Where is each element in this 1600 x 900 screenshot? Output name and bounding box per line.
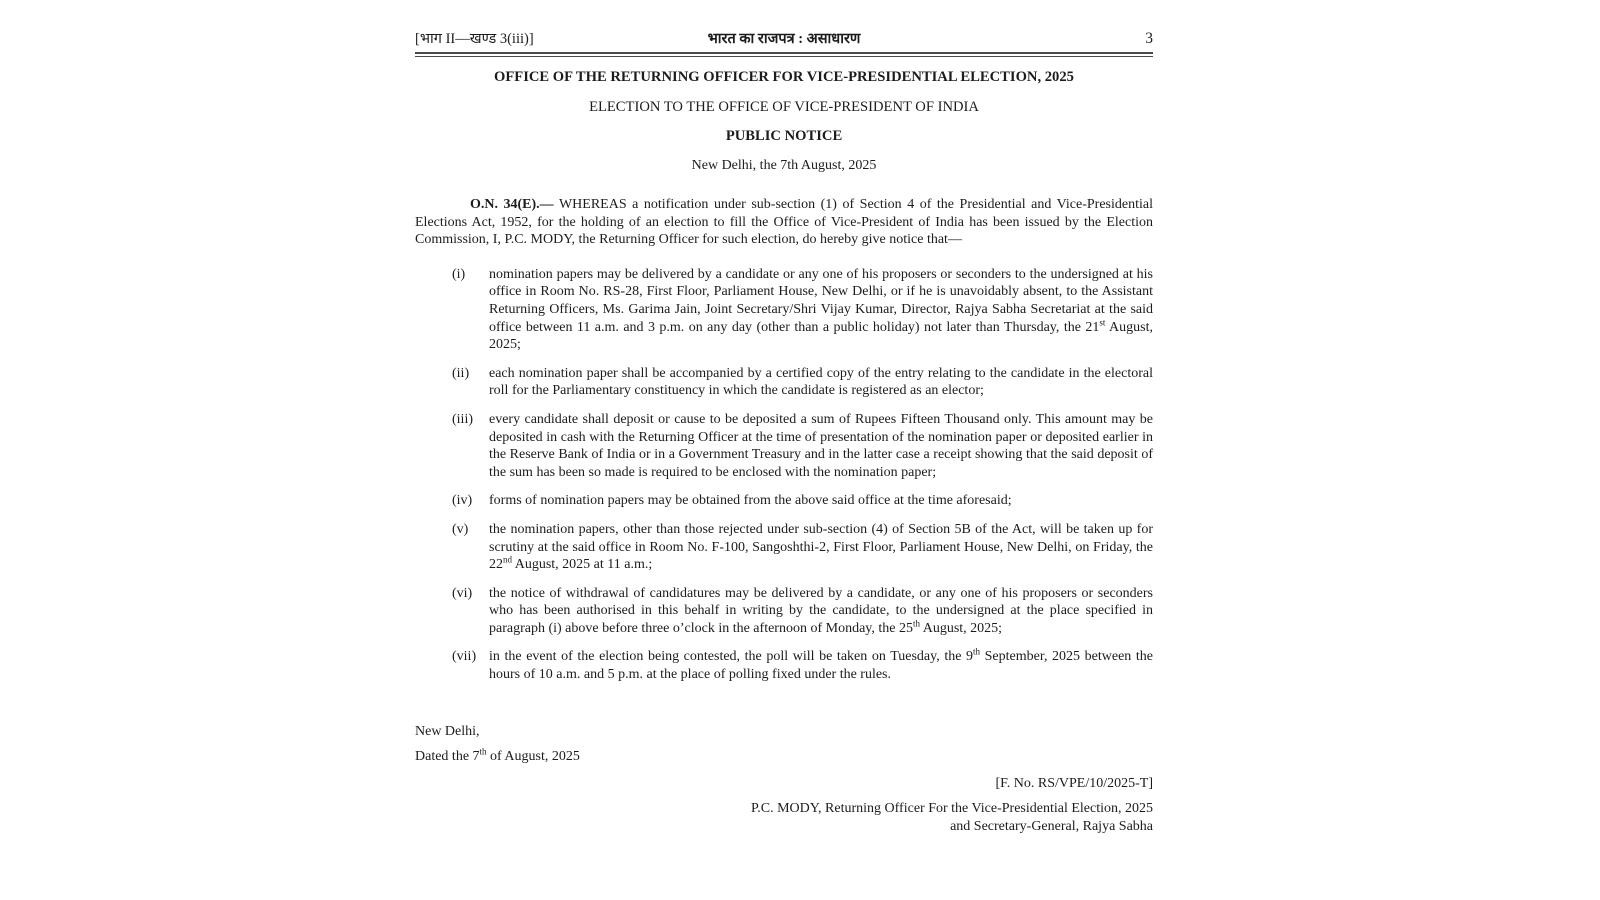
list-item-text (489, 365, 1153, 400)
list-item (452, 365, 1153, 400)
list-item-text-pre: the notice of withdrawal of candidatures may be delivered by a candidate, or any one of his proposers or seconders who has been authorised in this behalf in writing by the candidate, to the undersigned at the place specified in paragraph (i) above before three o’clock in the afternoon of Monday, the 25 (489, 585, 1153, 636)
ordinal-superscript: th (479, 746, 487, 756)
page-header (415, 28, 1153, 48)
list-item (452, 521, 1153, 574)
list-item-text-pre: every candidate shall deposit or cause to be deposited a sum of Rupees Fifteen Thousand only. This amount may be deposited in cash with the Returning Officer at the time of presentation of the nomination paper or deposited earlier in the Reserve Bank of India or in a Government Treasury and in the latter case a receipt showing that the said deposit of the sum has been so made is required to be enclosed with the nomination paper; (489, 411, 1153, 480)
dateline: New Delhi, the 7th August, 2025 (691, 158, 877, 173)
list-item-text-pre: in the event of the election being contested, the poll will be taken on Tuesday, the 9 (489, 649, 974, 665)
ordinal-superscript: st (1099, 316, 1106, 327)
signatory-secondary-title: and Secretary-General, Rajya Sabha (950, 818, 1153, 834)
signature-date (415, 746, 1153, 765)
list-item-number: (iii) (452, 411, 473, 427)
list-item-number: (v) (452, 521, 469, 537)
page-number: 3 (1145, 30, 1153, 47)
list-item-text (489, 411, 1153, 481)
list-item-text-pre: forms of nomination papers may be obtained from the above said office at the time aforesaid; (489, 493, 1012, 509)
notice-items-list (415, 266, 1153, 684)
election-subtitle: ELECTION TO THE OFFICE OF VICE-PRESIDENT OF INDIA (589, 99, 979, 115)
list-item-text (489, 648, 1153, 683)
list-item-text (489, 492, 1153, 510)
list-item-text (489, 585, 1153, 638)
list-item (452, 492, 1153, 510)
intro-body-text: WHEREAS a notification under sub-section (1) of Section 4 of the Presidential and Vice-Presidential Elections Act, 1952, for the holding of an election to fill the Office of Vice-President of India has been issued by the Election Commission, I, P.C. MODY, the Returning Officer for such election, do hereby give notice that— (415, 197, 1153, 248)
office-title: OFFICE OF THE RETURNING OFFICER FOR VICE-PRESIDENTIAL ELECTION, 2025 (494, 69, 1074, 85)
ordinal-superscript: nd (503, 554, 512, 565)
list-item-text-pre: each nomination paper shall be accompanied by a certified copy of the entry relating to the candidate in the electoral roll for the Parliamentary constituency in which the candidate is registered as an elector; (489, 365, 1153, 399)
public-notice-heading: PUBLIC NOTICE (725, 128, 843, 144)
list-item-text-pre: the nomination papers, other than those rejected under sub-section (4) of Section 5B of the Act, will be taken up for scrutiny at the said office in Room No. F-100, Sangoshthi-2, First Floor, Parliament House, New Delhi, on Friday, the 22 (489, 521, 1153, 573)
list-item-text-post: September, 2025 between the hours of 10 a.m. and 5 p.m. at the place of polling fixed under the rules. (489, 649, 1153, 683)
file-number: [F. No. RS/VPE/10/2025-T] (995, 775, 1153, 791)
list-item-text-post: August, 2025 at 11 a.m.; (512, 557, 653, 573)
signatory-name-title: P.C. MODY, Returning Officer For the Vice-Presidential Election, 2025 (751, 800, 1153, 816)
list-item-number: (iv) (452, 493, 473, 509)
list-item (452, 648, 1153, 683)
signature-date-post: of August, 2025 (486, 748, 580, 764)
list-item-number: (i) (452, 266, 466, 282)
signature-date-pre: Dated the 7 (415, 748, 480, 764)
double-rule-divider (415, 52, 1153, 57)
list-item-text (489, 266, 1153, 354)
ordinal-superscript: th (912, 618, 920, 629)
list-item-text (489, 521, 1153, 574)
list-item (452, 266, 1153, 354)
list-item (452, 411, 1153, 481)
gazette-page (415, 28, 1153, 835)
header-gazette-title: भारत का राजपत्र : असाधारण (707, 31, 861, 47)
list-item-text-post: August, 2025; (920, 620, 1003, 636)
header-part-section: [भाग II—खण्ड 3(iii)] (415, 31, 534, 47)
list-item-number: (vi) (452, 585, 473, 601)
intro-paragraph (415, 196, 1153, 249)
ordinal-superscript: th (973, 646, 981, 657)
list-item-number: (ii) (452, 365, 470, 381)
signature-place: New Delhi, (415, 723, 480, 739)
list-item (452, 585, 1153, 638)
list-item-number: (vii) (452, 649, 477, 665)
list-item-text-post: August, 2025; (489, 319, 1153, 353)
list-item-text-pre: nomination papers may be delivered by a candidate or any one of his proposers or seconders to the undersigned at his office in Room No. RS-28, First Floor, Parliament House, New Delhi, or if he is unavoidably absent, to the Assistant Returning Officers, Ms. Garima Jain, Joint Secretary/Shri Vijay Kumar, Director, Rajya Sabha Secretariat at the said office between 11 a.m. and 3 p.m. on any day (other than a public holiday) not later than Thursday, the 21 (489, 266, 1153, 335)
notification-number: O.N. 34(E).— (470, 197, 554, 212)
